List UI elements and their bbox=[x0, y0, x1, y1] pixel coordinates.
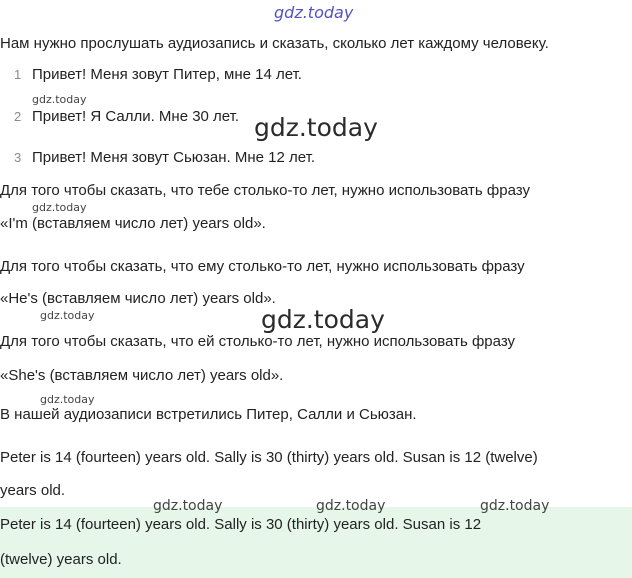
watermark-small: gdz.today bbox=[40, 309, 95, 322]
answer-line1: Peter is 14 (fourteen) years old. Sally is 30 (thirty) years old. Susan is 12 bbox=[0, 516, 482, 533]
watermark-small: gdz.today bbox=[32, 93, 87, 106]
explanation-i-line1: Для того чтобы сказать, что тебе столько-то лет, нужно использовать фразу bbox=[0, 182, 530, 199]
explanation-i-line2: «I'm (вставляем число лет) years old». bbox=[0, 215, 266, 232]
watermark-large: gdz.today bbox=[261, 305, 385, 334]
explanation-he-line2: «He's (вставляем число лет) years old». bbox=[0, 290, 276, 307]
explanation-she-line1: Для того чтобы сказать, что ей столько-то лет, нужно использовать фразу bbox=[0, 333, 516, 350]
watermark-small: gdz.today bbox=[32, 201, 87, 214]
watermark-top: gdz.today bbox=[274, 3, 354, 22]
watermark-small: gdz.today bbox=[480, 498, 550, 514]
list-item-text: Привет! Я Салли. Мне 30 лет. bbox=[32, 108, 240, 125]
explanation-she-line2: «She's (вставляем число лет) years old». bbox=[0, 367, 284, 384]
watermark-small: gdz.today bbox=[316, 498, 386, 514]
example-line2: years old. bbox=[0, 482, 66, 499]
list-item-number: 1 bbox=[14, 67, 22, 82]
watermark-small: gdz.today bbox=[40, 393, 95, 406]
list-item-number: 3 bbox=[14, 150, 22, 165]
watermark-small: gdz.today bbox=[153, 498, 223, 514]
list-item bbox=[14, 107, 239, 127]
list-item bbox=[14, 148, 315, 168]
list-item-number: 2 bbox=[14, 109, 22, 124]
list-item bbox=[14, 65, 302, 85]
task-statement: Нам нужно прослушать аудиозапись и сказать, сколько лет каждому человеку. bbox=[0, 35, 549, 52]
list-item-text: Привет! Меня зовут Питер, мне 14 лет. bbox=[32, 66, 302, 83]
watermark-large: gdz.today bbox=[254, 113, 378, 142]
explanation-met: В нашей аудиозаписи встретились Питер, Салли и Сьюзан. bbox=[0, 406, 417, 423]
list-item-text: Привет! Меня зовут Сьюзан. Мне 12 лет. bbox=[32, 149, 316, 166]
answer-line2: (twelve) years old. bbox=[0, 551, 122, 568]
explanation-he-line1: Для того чтобы сказать, что ему столько-то лет, нужно использовать фразу bbox=[0, 258, 525, 275]
example-line1: Peter is 14 (fourteen) years old. Sally is 30 (thirty) years old. Susan is 12 (twelve) bbox=[0, 449, 538, 466]
